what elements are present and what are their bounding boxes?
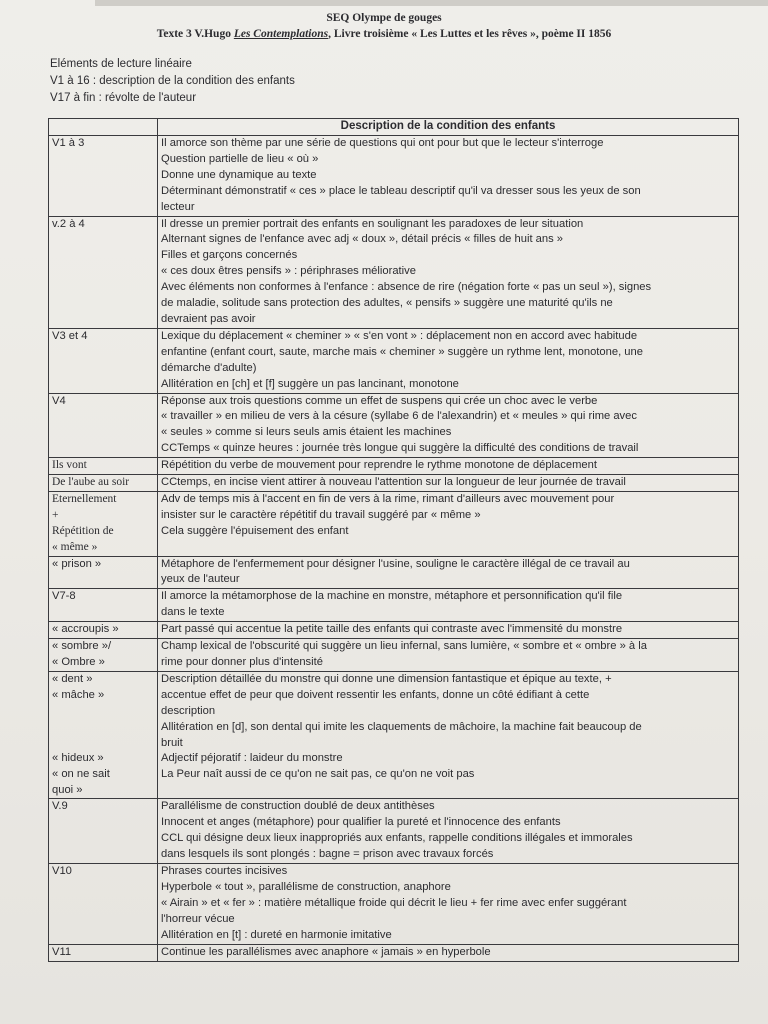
- document-header: [0, 10, 768, 42]
- analysis-line: lecteur: [161, 200, 195, 213]
- analysis-line: Réponse aux trois questions comme un effet de suspens qui crée un choc avec le verbe: [161, 394, 598, 407]
- verse-reference: « sombre »/: [52, 640, 112, 653]
- analysis-line: devraient pas avoir: [161, 312, 256, 325]
- verse-reference: V.9: [52, 800, 68, 813]
- analysis-line: CCL qui désigne deux lieux inappropriés aux enfants, rappelle conditions illégales et immorales: [161, 832, 633, 845]
- intro-block: [50, 56, 295, 107]
- analysis-line: Adv de temps mis à l'accent en fin de vers à la rime, rimant d'ailleurs avec mouvement pour: [161, 492, 615, 505]
- analysis-line: bruit: [161, 736, 183, 749]
- analysis-line: « travailler » en milieu de vers à la césure (syllabe 6 de l'alexandrin) et « meules » qui rime avec: [161, 410, 637, 423]
- verse-reference: V1 à 3: [52, 137, 85, 149]
- verse-reference: « Ombre »: [52, 656, 105, 668]
- analysis-line: accentue effet de peur que doivent ressentir les enfants, donne un côté édifiant à cette: [161, 688, 590, 701]
- analysis-line: insister sur le caractère répétitif du travail suggéré par « même »: [161, 508, 481, 521]
- analysis-line: Part passé qui accentue la petite taille des enfants qui contraste avec l'immensité du monstre: [161, 623, 623, 636]
- verse-reference: V4: [52, 394, 66, 407]
- analysis-line: Parallélisme de construction doublé de deux antithèses: [161, 800, 435, 813]
- analysis-line: Cela suggère l'épuisement des enfant: [161, 524, 349, 537]
- verse-reference: Répétition de: [52, 524, 114, 537]
- analysis-line: Phrases courtes incisives: [161, 865, 288, 878]
- table-row: [49, 491, 739, 556]
- verse-reference: V10: [52, 865, 72, 878]
- analysis-line: Filles et garçons concernés: [161, 249, 298, 262]
- table-row: [49, 671, 739, 799]
- analysis-line: La Peur naît aussi de ce qu'on ne sait pas, ce qu'on ne voit pas: [161, 768, 475, 781]
- analysis-line: « ces doux êtres pensifs » : périphrases méliorative: [161, 265, 416, 278]
- analysis-cell: [158, 622, 739, 639]
- analysis-line: Innocent et anges (métaphore) pour qualifier la pureté et l'innocence des enfants: [161, 816, 561, 829]
- analysis-line: enfantine (enfant court, saute, marche mais « cheminer » suggère un rythme lent, monotone, une: [161, 345, 643, 358]
- analysis-line: Il dresse un premier portrait des enfants en soulignant les paradoxes de leur situation: [161, 217, 584, 230]
- analysis-line: Répétition du verbe de mouvement pour reprendre le rythme monotone de déplacement: [161, 459, 597, 472]
- analysis-cell: [158, 556, 739, 589]
- verse-reference: « même »: [52, 540, 98, 553]
- header-subtitle: [0, 26, 768, 42]
- analysis-line: Allitération en [ch] et [f] suggère un pas lancinant, monotone: [161, 377, 459, 390]
- table-row: [49, 589, 739, 622]
- analysis-cell: [158, 475, 739, 492]
- verse-reference: « accroupis »: [52, 623, 119, 636]
- table-row: [49, 475, 739, 492]
- analysis-line: Avec éléments non conformes à l'enfance : absence de rire (négation forte « pas un seul »), signes: [161, 281, 652, 294]
- analysis-cell: [158, 589, 739, 622]
- verse-reference-cell: [49, 589, 158, 622]
- analysis-line: démarche d'adulte): [161, 361, 257, 374]
- verse-reference-cell: [49, 799, 158, 864]
- verse-reference-cell: [49, 556, 158, 589]
- header-text-prefix: Texte 3 V.Hugo: [156, 28, 234, 40]
- analysis-line: Hyperbole « tout », parallélisme de construction, anaphore: [161, 880, 451, 893]
- table-row: [49, 328, 739, 393]
- header-title: SEQ Olympe de gouges: [326, 12, 442, 24]
- table-row: [49, 864, 739, 945]
- analysis-line: Métaphore de l'enfermement pour désigner l'usine, souligne le caractère illégal de ce travail au: [161, 557, 630, 570]
- analysis-line: CCTemps « quinze heures : journée très longue qui suggère la difficulté des conditions de travail: [161, 442, 639, 455]
- analysis-cell: [158, 864, 739, 945]
- analysis-line: Lexique du déplacement « cheminer » « s'en vont » : déplacement non en accord avec habitude: [161, 329, 638, 342]
- table-row: [49, 944, 739, 961]
- table-row: [49, 622, 739, 639]
- verse-reference: Ils vont: [52, 459, 87, 472]
- verse-reference: V3 et 4: [52, 329, 88, 342]
- analysis-line: Alternant signes de l'enfance avec adj « doux », détail précis « filles de huit ans »: [161, 233, 564, 246]
- analysis-line: de maladie, solitude sans protection des adultes, « pensifs » suggère une maturité qu'ils ne: [161, 297, 613, 310]
- analysis-cell: [158, 393, 739, 458]
- analysis-line: Allitération en [d], son dental qui imite les claquements de mâchoire, la machine fait beaucoup de: [161, 720, 642, 733]
- verse-reference-cell: [49, 328, 158, 393]
- analysis-line: Donne une dynamique au texte: [161, 168, 317, 181]
- verse-reference-cell: [49, 671, 158, 799]
- verse-reference: V7-8: [52, 590, 76, 603]
- analysis-line: l'horreur vécue: [161, 912, 235, 925]
- analysis-line: dans lesquels ils sont plongés : bagne = prison avec travaux forcés: [161, 848, 494, 861]
- table-row: [49, 556, 739, 589]
- table-header-empty: [49, 119, 158, 136]
- analysis-table: [48, 118, 739, 962]
- table-row: [49, 639, 739, 672]
- verse-reference-cell: [49, 491, 158, 556]
- table-row: [49, 393, 739, 458]
- verse-reference-cell: [49, 216, 158, 328]
- header-text-suffix: , Livre troisième « Les Luttes et les rêves », poème II 1856: [328, 28, 612, 40]
- analysis-line: CCtemps, en incise vient attirer à nouveau l'attention sur la longueur de leur journée de travail: [161, 476, 626, 489]
- intro-line: Eléments de lecture linéaire: [50, 58, 192, 70]
- analysis-line: « Airain » et « fer » : matière métallique froide qui décrit le lieu + fer rime avec enfer suggérant: [161, 896, 627, 909]
- analysis-cell: [158, 639, 739, 672]
- analysis-line: Il amorce la métamorphose de la machine en monstre, métaphore et personnification qu'il file: [161, 590, 623, 603]
- analysis-line: dans le texte: [161, 606, 225, 619]
- header-work-title: Les Contemplations: [233, 28, 329, 40]
- analysis-line: Continue les parallélismes avec anaphore « jamais » en hyperbole: [161, 945, 491, 958]
- verse-reference-cell: [49, 136, 158, 217]
- table-row: [49, 216, 739, 328]
- intro-line: V17 à fin : révolte de l'auteur: [50, 92, 197, 104]
- verse-reference-cell: [49, 864, 158, 945]
- analysis-cell: [158, 491, 739, 556]
- analysis-cell: [158, 458, 739, 475]
- verse-reference-cell: [49, 393, 158, 458]
- analysis-line: rime pour donner plus d'intensité: [161, 656, 323, 668]
- cell-spacer: [52, 704, 154, 751]
- table-row: [49, 799, 739, 864]
- analysis-line: « seules » comme si leurs seuls amis étaient les machines: [161, 426, 452, 439]
- analysis-line: Il amorce son thème par une série de questions qui ont pour but que le lecteur s'interroge: [161, 137, 604, 149]
- verse-reference: quoi »: [52, 783, 83, 796]
- analysis-line: description: [161, 704, 216, 717]
- verse-reference-cell: [49, 639, 158, 672]
- analysis-line: Champ lexical de l'obscurité qui suggère un lieu infernal, sans lumière, « sombre et « ombre » à la: [161, 640, 647, 653]
- verse-reference: Eternellement: [52, 492, 117, 505]
- verse-reference: V11: [52, 945, 72, 958]
- analysis-cell: [158, 136, 739, 217]
- table-header-row: [49, 119, 739, 136]
- verse-reference-cell: [49, 458, 158, 475]
- verse-reference: v.2 à 4: [52, 217, 85, 230]
- analysis-line: yeux de l'auteur: [161, 573, 240, 586]
- table-body: [49, 136, 739, 962]
- table-row: [49, 458, 739, 475]
- page-edge: [95, 0, 768, 6]
- verse-reference-cell: [49, 475, 158, 492]
- verse-reference: « dent »: [52, 672, 93, 685]
- verse-reference-cell: [49, 622, 158, 639]
- verse-reference: « on ne sait: [52, 767, 110, 780]
- table-heading: Description de la condition des enfants: [158, 119, 739, 136]
- analysis-cell: [158, 328, 739, 393]
- analysis-cell: [158, 671, 739, 799]
- intro-line: V1 à 16 : description de la condition des enfants: [50, 75, 295, 87]
- verse-reference: « mâche »: [52, 688, 105, 701]
- verse-reference: « hideux »: [52, 751, 104, 764]
- analysis-line: Adjectif péjoratif : laideur du monstre: [161, 752, 343, 765]
- analysis-cell: [158, 944, 739, 961]
- analysis-cell: [158, 216, 739, 328]
- verse-reference-cell: [49, 944, 158, 961]
- table-row: [49, 136, 739, 217]
- analysis-cell: [158, 799, 739, 864]
- analysis-line: Déterminant démonstratif « ces » place le tableau descriptif qu'il va dresser sous les yeux de son: [161, 184, 641, 197]
- analysis-line: Question partielle de lieu « où »: [161, 152, 319, 165]
- verse-reference: « prison »: [52, 557, 102, 570]
- analysis-line: Allitération en [t] : dureté en harmonie imitative: [161, 928, 392, 941]
- verse-reference: De l'aube au soir: [52, 476, 130, 489]
- verse-reference: +: [52, 508, 59, 521]
- analysis-line: Description détaillée du monstre qui donne une dimension fantastique et épique au texte, +: [161, 672, 612, 685]
